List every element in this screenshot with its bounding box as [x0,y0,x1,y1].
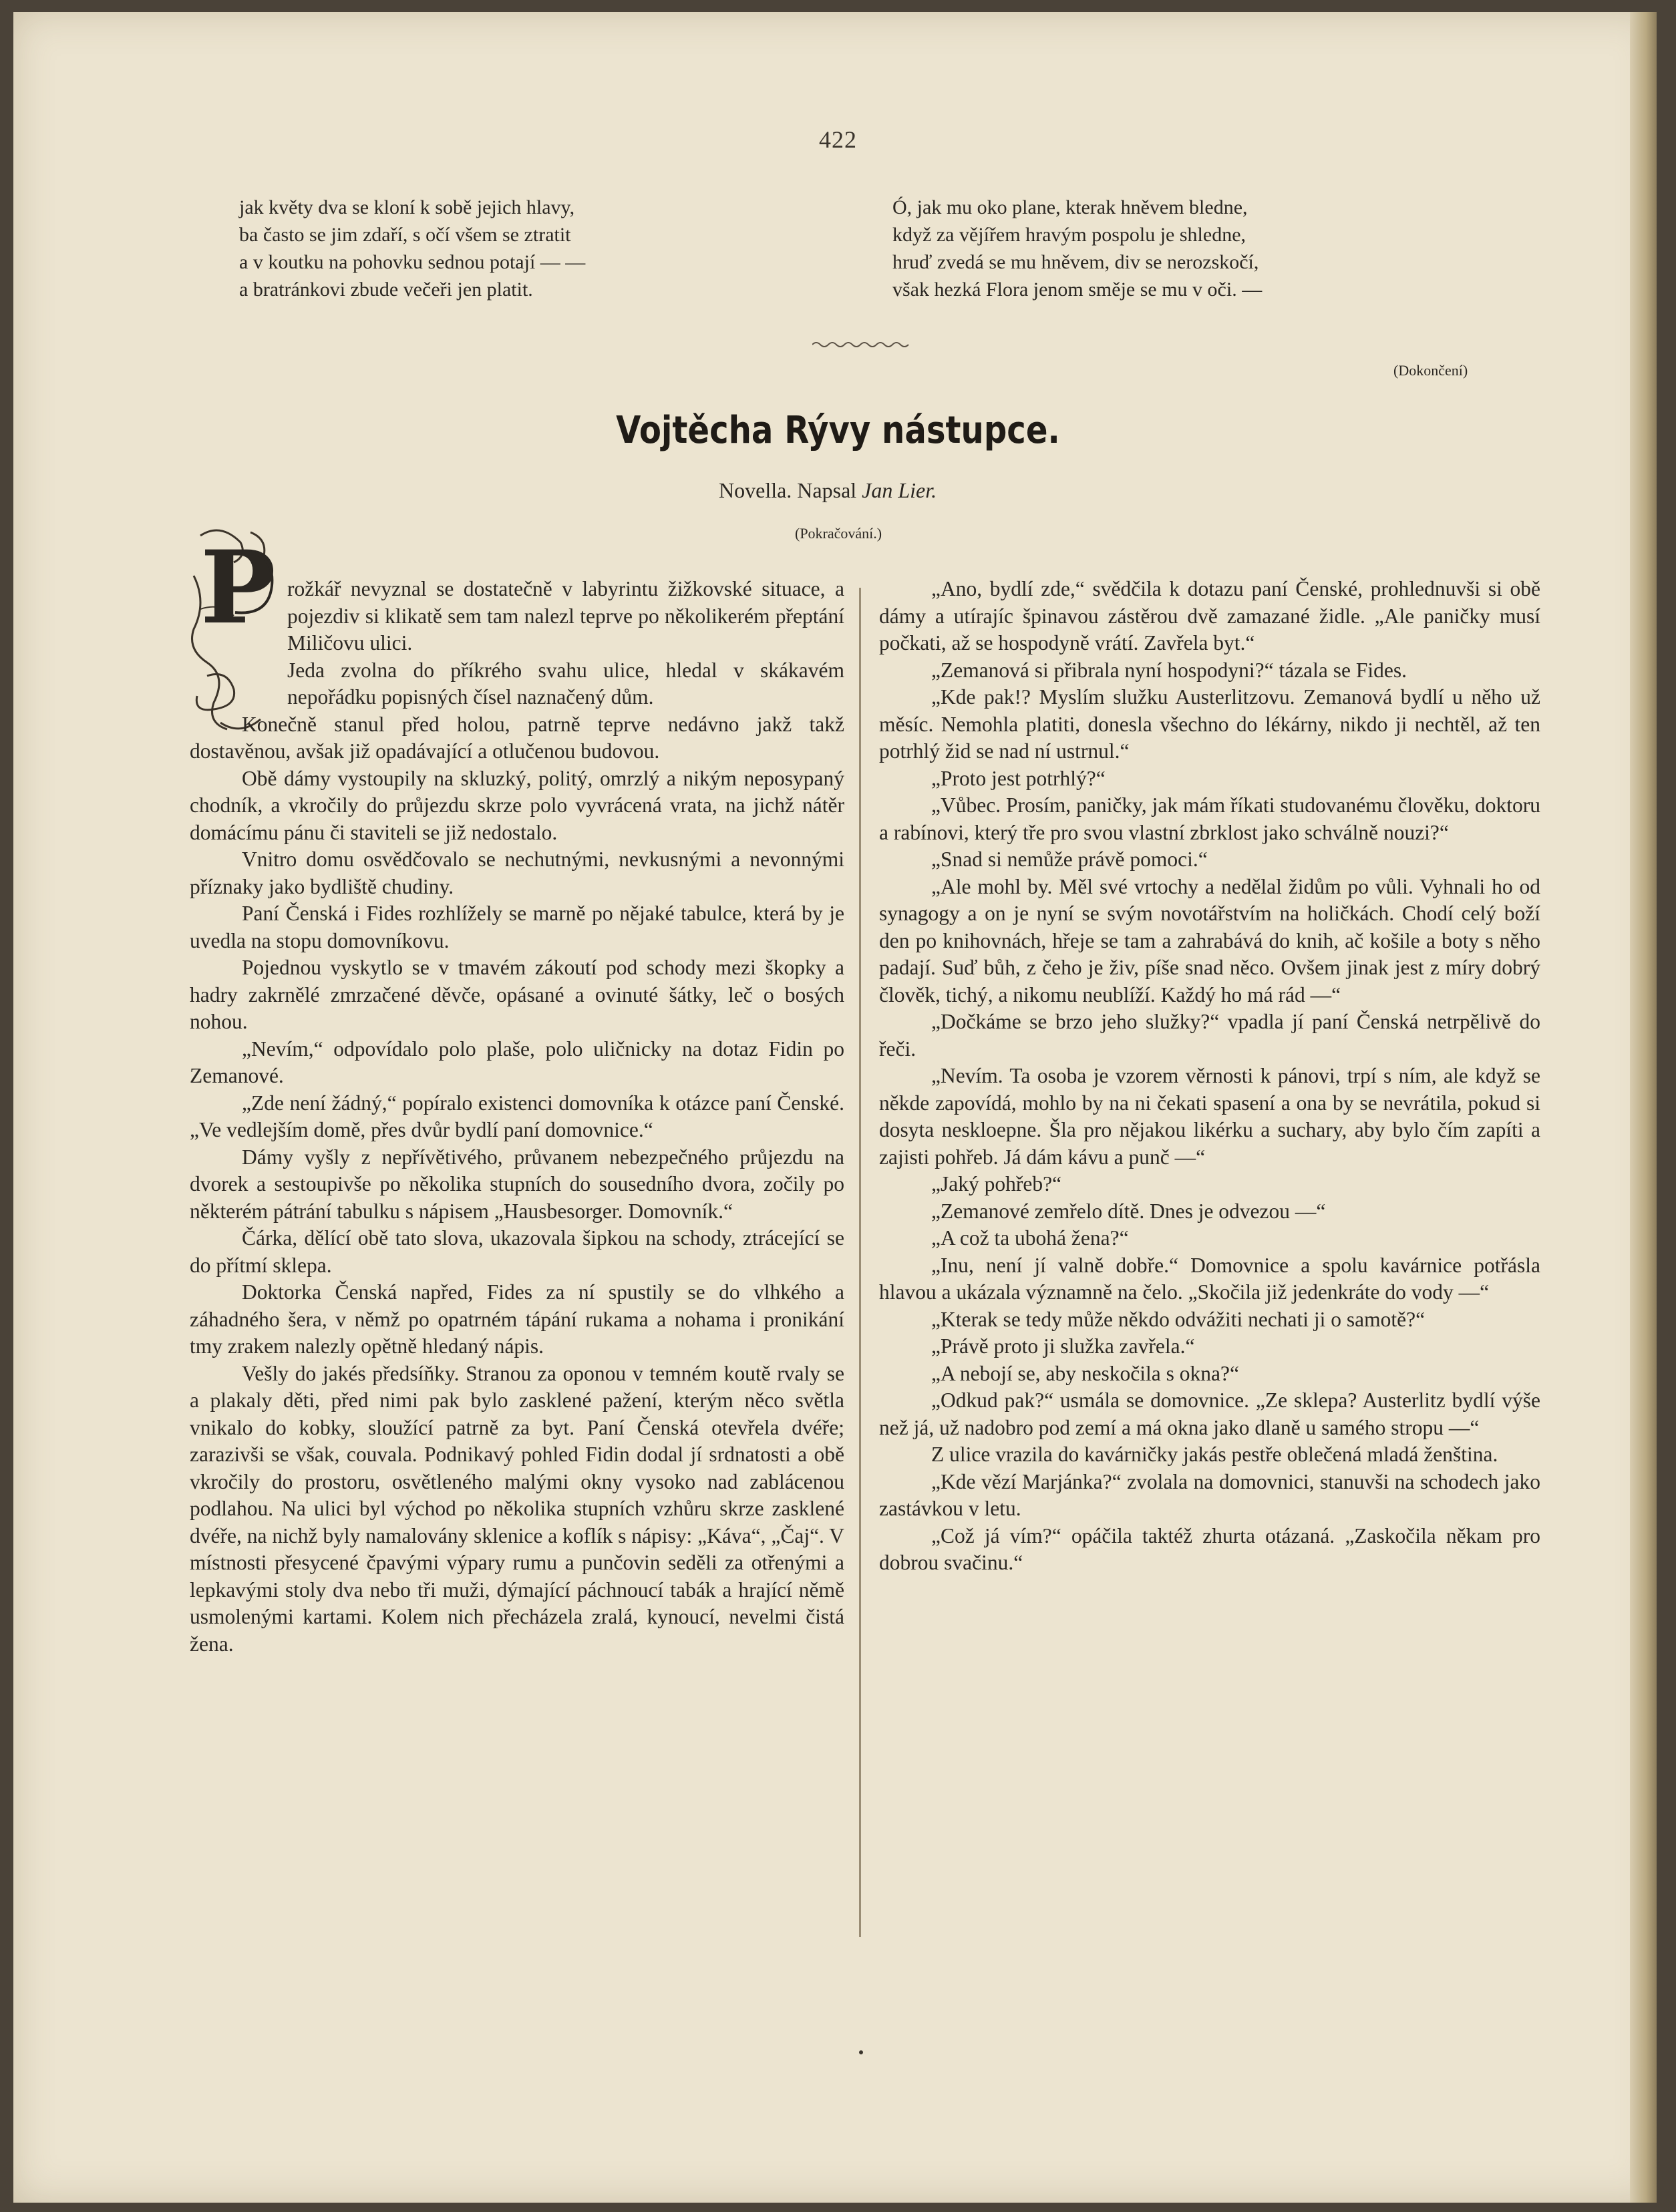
paragraph: „Dočkáme se brzo jeho služky?“ vpadla jí paní Čenská netrpělivě do řeči. [879,1010,1540,1061]
book-spine-edge [1630,12,1657,2203]
continuation-note: (Dokončení) [1393,362,1468,379]
paragraph: Pojednou vyskytlo se v tmavém zákoutí pod schody mezi škopky a hadry zakrnělé zmrzačené děvče, opásané a ovinuté šátky, leč o bosých nohou. [190,956,844,1033]
paragraph: Z ulice vrazila do kavárničky jakás pestře oblečená mladá ženština. [931,1443,1498,1466]
paragraph: Čárka, dělící obě tato slova, ukazovala šipkou na schody, ztrácející se do přítmí sklepa. [190,1226,844,1277]
first-paragraph: rožkář nevyznal se dostatečně v labyrintu žižkovské situace, a pojezdiv si klikatě sem tam nalezl teprve po několikerém přeptání Miličovu ulici. [287,577,844,655]
paragraph: „A což ta ubohá žena?“ [931,1226,1129,1250]
verse-line: když za vějířem hravým pospolu je shledne, [892,224,1246,246]
verse-line: a bratránkovi zbude večeři jen platit. [239,279,533,301]
page-number: 422 [819,126,857,153]
verse-line: Ó, jak mu oko plane, kterak hněvem bledne, [892,196,1248,218]
continued-note: (Pokračování.) [795,525,882,542]
right-column [879,576,1540,1577]
verse-line: hruď zvedá se mu hněvem, div se nerozskočí, [892,251,1259,273]
paragraph: Konečně stanul před holou, patrně teprve nedávno jakž takž dostavěnou, avšak již opadávající a otlučenou budovou. [190,712,844,763]
verse-line: ba často se jim zdaří, s očí všem se ztratit [239,224,571,246]
paragraph: „Zde není žádný,“ popíralo existenci domovníka k otázce paní Čenské. „Ve vedlejším domě, přes dvůr bydlí paní domovnice.“ [190,1091,844,1141]
paragraph: Doktorka Čenská napřed, Fides za ní spustily se do vlhkého a záhadného šera, v němž po opatrném tápání rukama a nohama i pronikání tmy zrakem nalezly opětně hledaný nápis. [190,1280,844,1358]
author-name: Jan Lier. [862,478,937,502]
verse-line: a v koutku na pohovku sednou potají — — [239,251,586,273]
verse-right [892,194,1427,303]
paragraph: „Nevím,“ odpovídalo polo plaše, polo uličnicky na dotaz Fidin po Zemanové. [190,1037,844,1087]
paragraph: „Odkud pak?“ usmála se domovnice. „Ze sklepa? Austerlitz bydlí výše než já, už nadobro pod zemí a má okna jako dlaně u samého stropu —“ [879,1389,1540,1439]
paragraph: „Vůbec. Prosím, paničky, jak mám říkati studovanému člověku, doktoru a rabínovi, který tře pro svou vlastní zbrklost jako schválně nouzi?“ [879,793,1540,844]
ornament-divider-icon [812,339,912,350]
column-divider [859,588,861,1937]
paragraph: „Kterak se tedy může někdo odvážiti nechati ji o samotě?“ [931,1307,1426,1331]
paragraph: „Ale mohl by. Měl své vrtochy a nedělal židům po vůli. Vyhnali ho od synagogy a on je nyní se svým novotářstvím na holičkách. Chodí celý boží den po knihovnách, hřeje se tam a zahrabává do knih, ač košile a boty s něho padají. Suď bůh, z čeho je živ, píše snad něco. Ovšem jinak jest z míry dobrý člověk, tichý, a nikomu neublíží. Každý ho má rád —“ [879,874,1540,1006]
verse-line: jak květy dva se kloní k sobě jejich hlavy, [239,196,575,218]
paragraph: „Což já vím?“ opáčila taktéž zhurta otázaná. „Zaskočila někam pro dobrou svačinu.“ [879,1523,1540,1574]
paragraph: Dámy vyšly z nepřívětivého, průvanem nebezpečného průjezdu na dvorek a sestoupivše po několika stupních do sousedního dvora, zočily po některém pátrání tabulku s nápisem „Hausbesorger. Domovník.“ [190,1145,844,1223]
paragraph: „Nevím. Ta osoba je vzorem věrnosti k pánovi, trpí s ním, ale když se někde zapovídá, mohlo by na ni čekati spasení a ona by se nevrátila, pokud si dosyta neskloepne. Šla pro nějakou likérku a suchary, aby bylo čím zapíti a zajisti pohřeb. Já dám kávu a punč —“ [879,1064,1540,1169]
paragraph: „Kde vězí Marjánka?“ zvolala na domovnici, stanuvši na schodech jako zastávkou v letu. [879,1469,1540,1520]
subtitle-prefix: Novella. Napsal [719,478,857,502]
paragraph: „Kde pak!? Myslím služku Austerlitzovu. Zemanová bydlí u něho už měsíc. Nemohla platiti, donesla všechno do lékárny, nikdo ji nechtěl, až ten potrhlý žid se nad ní ustrnul.“ [879,685,1540,763]
paragraph: „Inu, není jí valně dobře.“ Domovnice a spolu kavárnice potřásla hlavou a ukázala významně na čelo. „Skočila již jedenkráte do vody —“ [879,1253,1540,1304]
verse-left [239,194,747,303]
article-subtitle [719,478,937,503]
paragraph: „Snad si nemůže právě pomoci.“ [931,848,1208,871]
paragraph: „Právě proto ji služka zavřela.“ [931,1334,1195,1358]
paragraph: Obě dámy vystoupily na skluzký, politý, omrzlý a nikým neposypaný chodník, a vkročily do průjezdu skrze polo vyvrácená vrata, na jichž nátěr domácímu pánu či staviteli se již nedostalo. [190,766,844,844]
paragraph: Jeda zvolna do příkrého svahu ulice, hledal v skákavém nepořádku popisných čísel naznačený dům. [287,658,844,709]
paragraph: Vnitro domu osvědčovalo se nechutnými, nevkusnými a nevonnými příznaky jako bydliště chudiny. [190,848,844,898]
paragraph: „Proto jest potrhlý?“ [931,766,1106,790]
paragraph: „A nebojí se, aby neskočila s okna?“ [931,1361,1239,1385]
footer-dot-icon [859,2050,863,2054]
verse-line: však hezká Flora jenom směje se mu v oči. — [892,279,1263,301]
paragraph: Vešly do jakés předsíňky. Stranou za oponou v temném koutě rvaly se a plakaly děti, před nimi pak bylo zasklené pažení, kterým něco světla vnikalo do kobky, sloužící patrně za byt. Paní Čenská otevřela dvéře; zarazivši se však, couvala. Podnikavý pohled Fidin dodal jí srdnatosti a obě vkročily do prostoru, osvětleného malými okny vysoko nad zablácenou podlahou. Na ulici byl východ po několika stupních vzhůru skrze zasklené dvéře, na nichž byly namalovány sklenice a koflík s nápisy: „Káva“, „Čaj“. V místnosti přesycené čpavými výpary rumu a punčovin seděli za otřenými a lepkavými stoly dva nebo tři muži, dýmající páchnoucí tabák a hrající němě usmolenými kartami. Kolem nich přecházela zralá, kynoucí, nevelmi čistá žena. [190,1361,844,1656]
svg-text:P: P [200,529,276,647]
paragraph: „Zemanové zemřelo dítě. Dnes je odvezou —“ [931,1199,1326,1223]
paragraph: Paní Čenská i Fides rozhlížely se marně po nějaké tabulce, která by je uvedla na stopu domovníkovu. [190,902,844,952]
paragraph: „Zemanová si přibrala nyní hospodyni?“ tázala se Fides. [931,658,1407,682]
article-title: Vojtěcha Rývy nástupce. [616,409,1060,452]
paragraph: „Jaký pohřeb?“ [931,1172,1062,1195]
left-column [190,576,844,1658]
paragraph: „Ano, bydlí zde,“ svědčila k dotazu paní Čenské, prohlednuvši si obě dámy a utírajíc špinavou zástěrou dvě zamazané židle. „Ale paničky musí počkati, až se hospodyně vrátí. Zavřela byt.“ [879,577,1540,655]
